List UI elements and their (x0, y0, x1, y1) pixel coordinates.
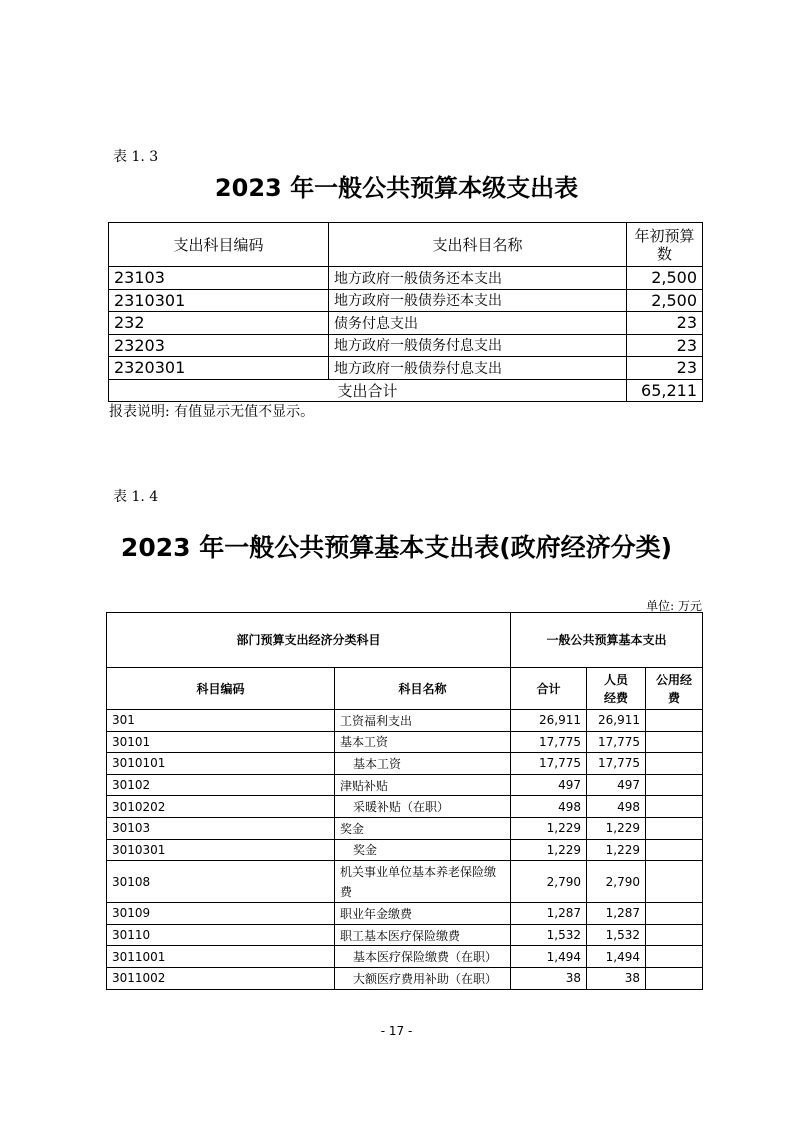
table14-label: 表 1. 4 (113, 489, 159, 505)
row-public (646, 753, 703, 775)
header-personnel: 人员经费 (587, 668, 646, 710)
page-number: - 17 - (380, 1024, 413, 1038)
row-code: 30102 (107, 774, 335, 796)
budget-expenditure-table (108, 222, 703, 402)
row-total: 2,790 (511, 861, 587, 903)
row-total: 17,775 (511, 753, 587, 775)
header-name: 支出科目名称 (329, 223, 627, 267)
total-row (109, 379, 703, 402)
row-public (646, 710, 703, 732)
basic-expenditure-table (106, 612, 703, 990)
row-code: 3010101 (107, 753, 335, 775)
row-public (646, 774, 703, 796)
table13-note: 报表说明: 有值显示无值不显示。 (109, 404, 315, 420)
table-row (107, 839, 703, 861)
row-name: 大额医疗费用补助（在职） (335, 967, 511, 989)
table-row (109, 267, 703, 290)
row-personnel: 17,775 (587, 753, 646, 775)
header-total: 合计 (511, 668, 587, 710)
row-name: 采暖补贴（在职） (335, 796, 511, 818)
row-code: 30103 (107, 817, 335, 839)
row-personnel: 1,229 (587, 817, 646, 839)
row-amount: 2,500 (627, 289, 703, 312)
row-code: 23103 (109, 267, 329, 290)
table-row (109, 312, 703, 335)
row-name: 地方政府一般债务付息支出 (329, 334, 627, 357)
row-public (646, 967, 703, 989)
row-code: 30101 (107, 731, 335, 753)
table-row (109, 357, 703, 380)
table-row (107, 710, 703, 732)
group-header-row (107, 613, 703, 668)
row-personnel: 2,790 (587, 861, 646, 903)
row-personnel: 38 (587, 967, 646, 989)
row-total: 38 (511, 967, 587, 989)
row-name: 基本工资 (335, 753, 511, 775)
row-name: 津贴补贴 (335, 774, 511, 796)
table-row (107, 796, 703, 818)
table13-header-row (109, 223, 703, 267)
row-personnel: 17,775 (587, 731, 646, 753)
row-total: 26,911 (511, 710, 587, 732)
row-amount: 23 (627, 312, 703, 335)
row-public (646, 839, 703, 861)
table-row (109, 289, 703, 312)
table-row (109, 334, 703, 357)
table14-title: 2023 年一般公共预算基本支出表(政府经济分类) (120, 533, 673, 562)
row-total: 1,287 (511, 903, 587, 925)
row-name: 奖金 (335, 839, 511, 861)
row-public (646, 817, 703, 839)
table-row (107, 753, 703, 775)
row-total: 1,532 (511, 924, 587, 946)
row-name: 机关事业单位基本养老保险缴费 (335, 861, 511, 903)
row-code: 3010202 (107, 796, 335, 818)
row-code: 3011002 (107, 967, 335, 989)
row-personnel: 1,287 (587, 903, 646, 925)
row-name: 奖金 (335, 817, 511, 839)
row-personnel: 498 (587, 796, 646, 818)
table-row (107, 817, 703, 839)
table-row (107, 861, 703, 903)
column-header-row (107, 668, 703, 710)
row-code: 30108 (107, 861, 335, 903)
table-row (107, 924, 703, 946)
row-name: 基本医疗保险缴费（在职） (335, 946, 511, 968)
row-code: 23203 (109, 334, 329, 357)
row-code: 3011001 (107, 946, 335, 968)
row-name: 职业年金缴费 (335, 903, 511, 925)
total-amount: 65,211 (627, 379, 703, 402)
group-header-basic-expenditure: 一般公共预算基本支出 (511, 613, 703, 668)
header-name: 科目名称 (335, 668, 511, 710)
row-total: 498 (511, 796, 587, 818)
row-name: 工资福利支出 (335, 710, 511, 732)
row-code: 30109 (107, 903, 335, 925)
table13-title: 2023 年一般公共预算本级支出表 (214, 174, 579, 202)
row-name: 地方政府一般债务还本支出 (329, 267, 627, 290)
row-public (646, 731, 703, 753)
header-code: 支出科目编码 (109, 223, 329, 267)
row-public (646, 903, 703, 925)
row-public (646, 861, 703, 903)
group-header-classification: 部门预算支出经济分类科目 (107, 613, 511, 668)
row-name: 基本工资 (335, 731, 511, 753)
row-personnel: 1,532 (587, 924, 646, 946)
row-total: 497 (511, 774, 587, 796)
row-personnel: 1,229 (587, 839, 646, 861)
row-name: 职工基本医疗保险缴费 (335, 924, 511, 946)
table13-label: 表 1. 3 (113, 149, 159, 165)
row-total: 1,229 (511, 817, 587, 839)
row-public (646, 924, 703, 946)
row-public (646, 796, 703, 818)
table-row (107, 946, 703, 968)
row-total: 17,775 (511, 731, 587, 753)
table-row (107, 903, 703, 925)
row-personnel: 497 (587, 774, 646, 796)
header-amount: 年初预算数 (627, 223, 703, 267)
row-amount: 2,500 (627, 267, 703, 290)
header-public: 公用经费 (646, 668, 703, 710)
row-personnel: 26,911 (587, 710, 646, 732)
row-code: 30110 (107, 924, 335, 946)
row-name: 债务付息支出 (329, 312, 627, 335)
row-total: 1,494 (511, 946, 587, 968)
row-public (646, 946, 703, 968)
row-code: 232 (109, 312, 329, 335)
table-row (107, 967, 703, 989)
row-code: 2320301 (109, 357, 329, 380)
total-label: 支出合计 (109, 379, 627, 402)
table-row (107, 774, 703, 796)
row-name: 地方政府一般债券还本支出 (329, 289, 627, 312)
row-code: 2310301 (109, 289, 329, 312)
table-row (107, 731, 703, 753)
row-name: 地方政府一般债券付息支出 (329, 357, 627, 380)
row-personnel: 1,494 (587, 946, 646, 968)
row-total: 1,229 (511, 839, 587, 861)
row-code: 3010301 (107, 839, 335, 861)
header-code: 科目编码 (107, 668, 335, 710)
row-code: 301 (107, 710, 335, 732)
row-amount: 23 (627, 334, 703, 357)
row-amount: 23 (627, 357, 703, 380)
unit-label: 单位: 万元 (646, 599, 702, 613)
